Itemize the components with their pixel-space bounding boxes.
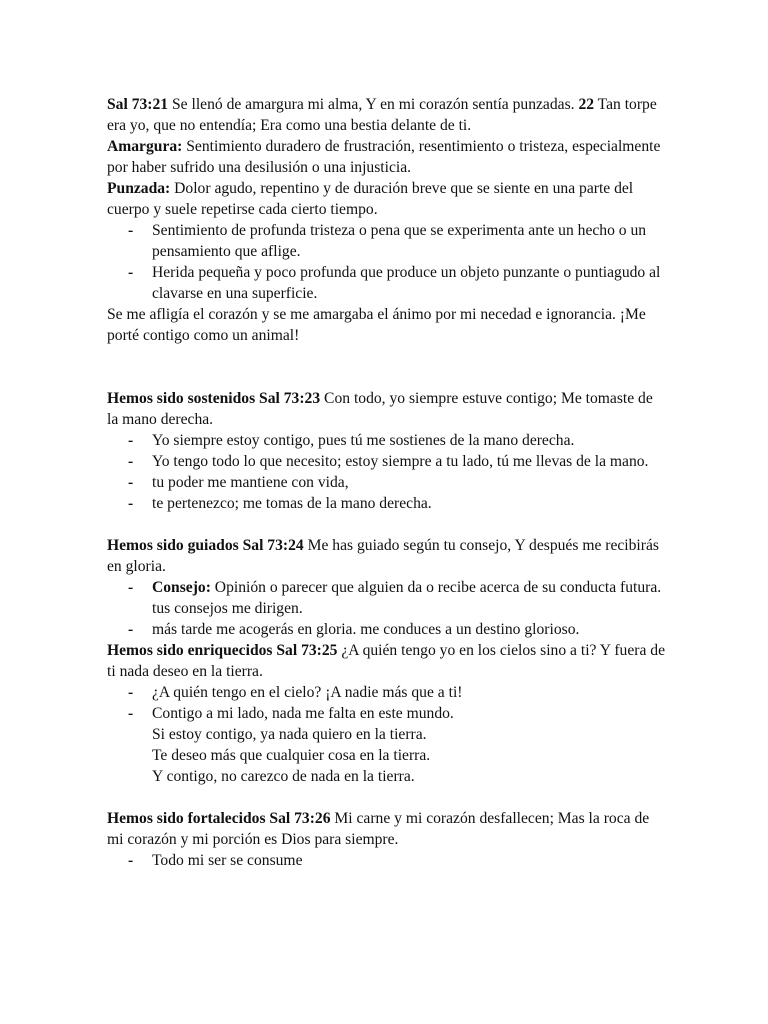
spacer xyxy=(107,787,667,808)
definition-text: Dolor agudo, repentino y de duración breve que se siente en una parte del cuerpo y suele repetirse cada cierto tiempo. xyxy=(107,180,634,218)
list-item: - ¿A quién tengo en el cielo? ¡A nadie más que a ti! xyxy=(107,682,667,703)
list-item: - te pertenezco; me tomas de la mano derecha. xyxy=(107,493,667,514)
section-heading: Hemos sido sostenidos Sal 73:23 xyxy=(107,390,321,407)
list-item: - Herida pequeña y poco profunda que produce un objeto punzante o puntiagudo al clavarse en una superficie. xyxy=(107,262,667,304)
section-text: ¿A quién tengo yo en los cielos sino a ti? Y fuera de ti nada deseo en la tierra. xyxy=(107,642,665,680)
list-item xyxy=(107,577,667,619)
list-item: - Yo tengo todo lo que necesito; estoy siempre a tu lado, tú me llevas de la mano. xyxy=(107,451,667,472)
spacer xyxy=(107,346,667,388)
list-item: - Contigo a mi lado, nada me falta en este mundo. xyxy=(107,703,667,724)
definition-text: Opinión o parecer que alguien da o recibe acerca de su conducta futura. tus consejos me dirigen. xyxy=(152,579,662,617)
bullet-list xyxy=(107,430,667,514)
section-text: Mi carne y mi corazón desfallecen; Mas la roca de mi corazón y mi porción es Dios para siempre. xyxy=(107,810,650,848)
spacer xyxy=(107,514,667,535)
verse-reference: Sal 73:21 xyxy=(107,96,169,113)
section-paragraph xyxy=(107,535,667,577)
definition-term: Consejo: xyxy=(152,579,211,596)
continuation-line: Te deseo más que cualquier cosa en la tierra. xyxy=(152,747,431,764)
list-item: - más tarde me acogerás en gloria. me conduces a un destino glorioso. xyxy=(107,619,667,640)
document-body xyxy=(107,94,667,871)
bullet-list xyxy=(107,577,667,640)
closing-paragraph: Se me afligía el corazón y se me amargaba el ánimo por mi necedad e ignorancia. ¡Me porté contigo como un animal! xyxy=(107,306,646,344)
definition-paragraph xyxy=(107,178,667,220)
list-item: - Yo siempre estoy contigo, pues tú me sostienes de la mano derecha. xyxy=(107,430,667,451)
definition-term: Amargura: xyxy=(107,138,183,155)
section-heading: Hemos sido fortalecidos Sal 73:26 xyxy=(107,810,331,827)
verse-paragraph xyxy=(107,94,667,136)
definition-text: Sentimiento duradero de frustración, resentimiento o tristeza, especialmente por haber sufrido una desilusión o una injusticia. xyxy=(107,138,661,176)
definition-paragraph xyxy=(107,136,667,178)
section-heading: Hemos sido guiados Sal 73:24 xyxy=(107,537,304,554)
list-item: - Todo mi ser se consume xyxy=(107,850,667,871)
section-paragraph xyxy=(107,640,667,682)
definition-term: Punzada: xyxy=(107,180,171,197)
bullet-list xyxy=(107,682,667,724)
continuation-line: Y contigo, no carezco de nada en la tierra. xyxy=(152,768,415,785)
bullet-list xyxy=(107,850,667,871)
list-item: - Sentimiento de profunda tristeza o pena que se experimenta ante un hecho o un pensamiento que aflige. xyxy=(107,220,667,262)
section-text: Me has guiado según tu consejo, Y después me recibirás en gloria. xyxy=(107,537,659,575)
section-paragraph xyxy=(107,808,667,850)
verse-text: Tan torpe era yo, que no entendía; Era como una bestia delante de ti. xyxy=(107,96,657,134)
section-paragraph xyxy=(107,388,667,430)
list-item: - tu poder me mantiene con vida, xyxy=(107,472,667,493)
continuation-line: Si estoy contigo, ya nada quiero en la tierra. xyxy=(152,726,427,743)
verse-number: 22 xyxy=(578,96,595,113)
verse-text: Se llenó de amargura mi alma, Y en mi corazón sentía punzadas. xyxy=(168,96,579,113)
section-text: Con todo, yo siempre estuve contigo; Me tomaste de la mano derecha. xyxy=(107,390,653,428)
bullet-list xyxy=(107,220,667,304)
section-heading: Hemos sido enriquecidos Sal 73:25 xyxy=(107,642,338,659)
